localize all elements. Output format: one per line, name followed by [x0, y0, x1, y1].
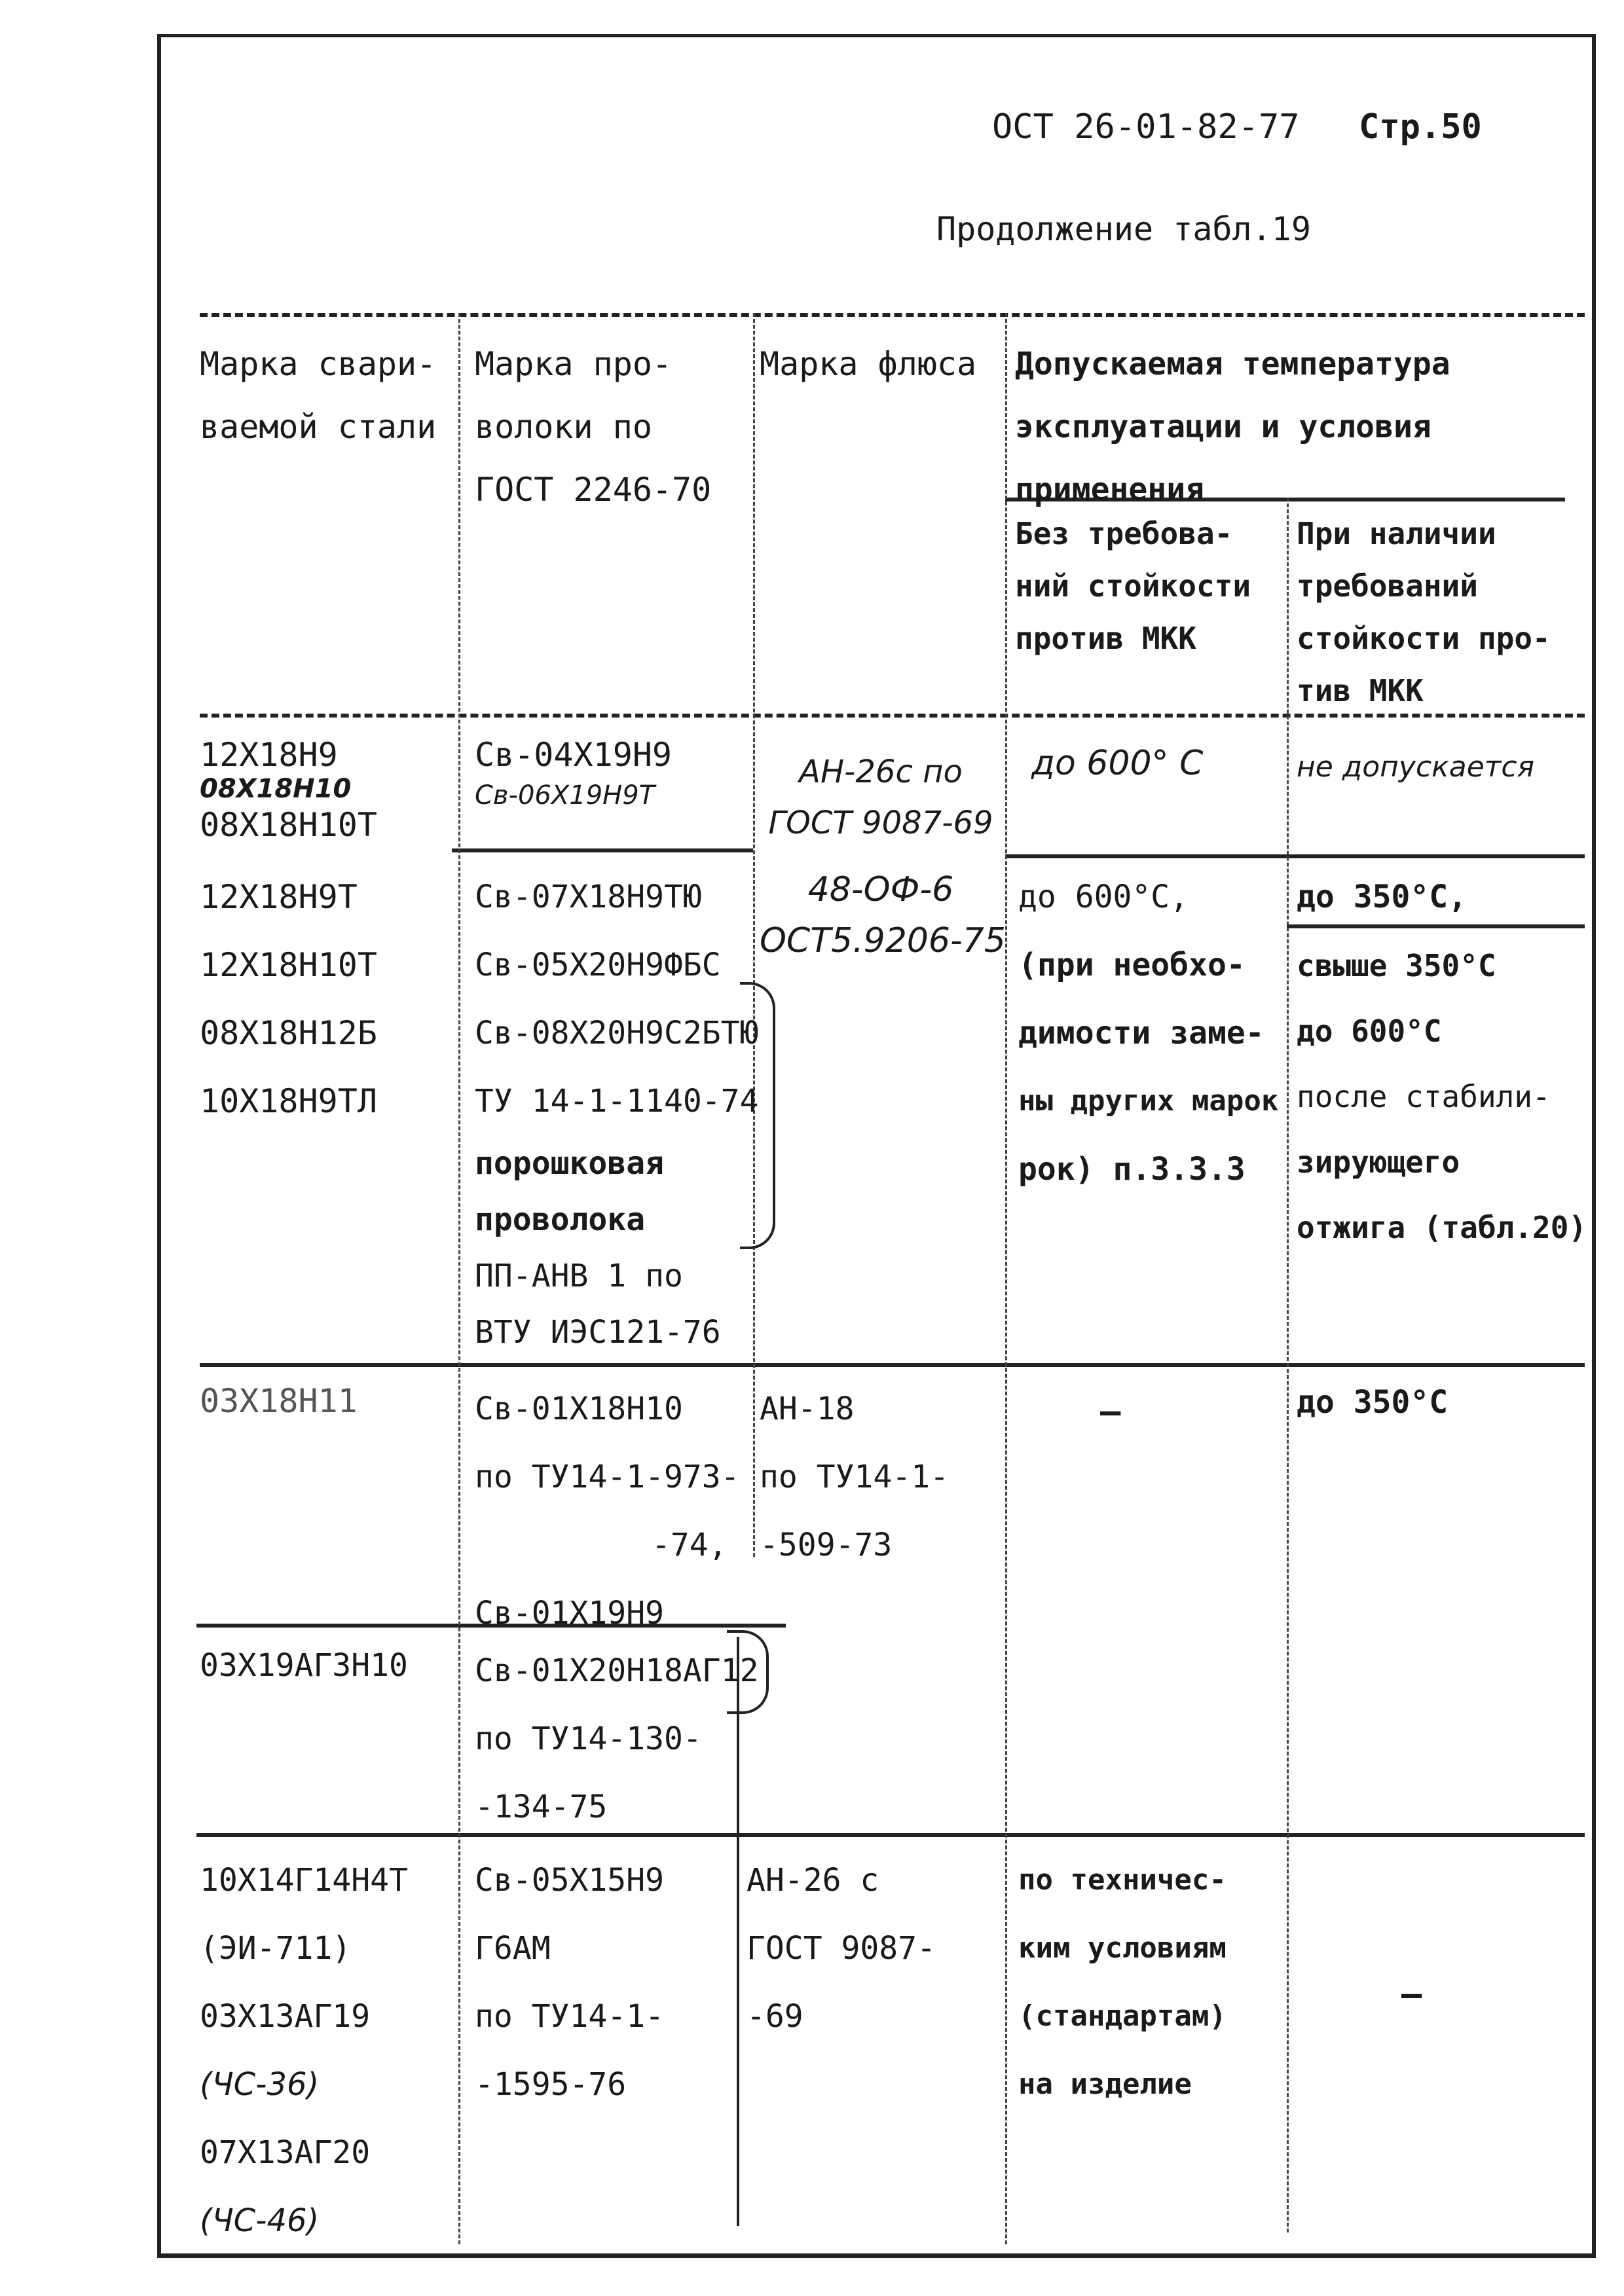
g3-temp-without: – — [1100, 1392, 1121, 1431]
g2-temp-without: до 600°С, (при необхо- димости заме- ны других марок рок) п.3.3.3 — [1018, 879, 1279, 1188]
g1-temp-with: не допускается — [1297, 750, 1535, 784]
g3-wires: Св-01Х18Н10 по ТУ14-1-973- -74, Св-01Х19Н9 — [475, 1391, 740, 1631]
g5-temp-without: по техничес- ким условиям (стандартам) на изделие — [1018, 1863, 1227, 2101]
col-divider-3 — [1005, 313, 1007, 2244]
g2-wire-brace — [740, 982, 775, 1249]
g4-bottom-rule — [196, 1833, 1585, 1837]
g4-wires: Св-01Х20Н18АГ12 по ТУ14-130- -134-75 — [475, 1652, 759, 1825]
g2-temp-with-1: до 350°С, — [1297, 879, 1467, 915]
g1-wire-handwritten: Св-06Х19Н9Т — [475, 780, 655, 811]
table-top-rule — [200, 313, 1585, 317]
page-number: Стр.50 — [1359, 107, 1482, 147]
header-temp-with: При наличии требований стойкости про- тив МКК — [1297, 516, 1551, 708]
g1-steel-handwritten: 08Х18Н10 — [200, 774, 352, 804]
g5-steels: 10Х14Г14Н4Т (ЭИ-711) 03Х13АГ19 (ЧС-36) 07Х13АГ20 (ЧС-46) — [200, 1862, 408, 2239]
g4-wire-brace — [727, 1630, 769, 1714]
g3-temp-with: до 350°С — [1297, 1384, 1449, 1421]
header-wire: Марка про- волоки по ГОСТ 2246-70 — [475, 345, 712, 509]
g5-wires: Св-05Х15Н9 Г6АМ по ТУ14-1- -1595-76 — [475, 1862, 664, 2103]
g2-bottom-rule — [200, 1363, 1585, 1367]
header-temp-without: Без требова- ний стойкости против МКК — [1015, 516, 1251, 656]
header-temperature: Допускаемая температура эксплуатации и условия применения — [1015, 346, 1450, 508]
header-steel: Марка свари- ваемой стали — [200, 345, 437, 446]
g2-temp-with-2: свыше 350°С до 600°С после стабили- зирующего отжига (табл.20) — [1297, 948, 1587, 1245]
g1-temp-without: до 600° С — [1031, 744, 1204, 783]
g1-wire-rule — [452, 848, 753, 852]
g1-steel-3: 08Х18Н10Т — [200, 806, 377, 844]
g1-flux: АН-26с по ГОСТ 9087-69 — [768, 754, 993, 841]
g5-temp-with: – — [1401, 1975, 1422, 2014]
g1-wire: Св-04Х19Н9 — [475, 736, 673, 774]
g4-steel: 03Х19АГ3Н10 — [200, 1647, 408, 1684]
g2-steels: 12Х18Н9Т 12Х18Н10Т 08Х18Н12Б 10Х18Н9ТЛ — [200, 878, 377, 1120]
g3-steel: 03Х18Н11 — [200, 1382, 358, 1420]
g5-flux: АН-26 с ГОСТ 9087- -69 — [747, 1862, 936, 2035]
g1-temp-rule — [1005, 854, 1585, 858]
g3-flux: АН-18 по ТУ14-1- -509-73 — [760, 1391, 949, 1563]
document-code: ОСТ 26-01-82-77 — [992, 107, 1300, 147]
table-continuation-title: Продолжение табл.19 — [936, 210, 1311, 248]
g1-steel: 12Х18Н9 — [200, 736, 338, 774]
col-divider-4 — [1287, 498, 1289, 2232]
col-divider-1 — [458, 313, 460, 2244]
header-flux: Марка флюса — [760, 345, 977, 383]
g2-flux: 48-ОФ-6 ОСТ5.9206-75 — [760, 870, 1006, 960]
g2-wires: Св-07Х18Н9ТЮ Св-05Х20Н9ФБС Св-08Х20Н9С2БТЮ ТУ 14-1-1140-74 порошковая проволока ПП-АНВ 1 по ВТУ ИЭС121-76 — [475, 879, 759, 1351]
